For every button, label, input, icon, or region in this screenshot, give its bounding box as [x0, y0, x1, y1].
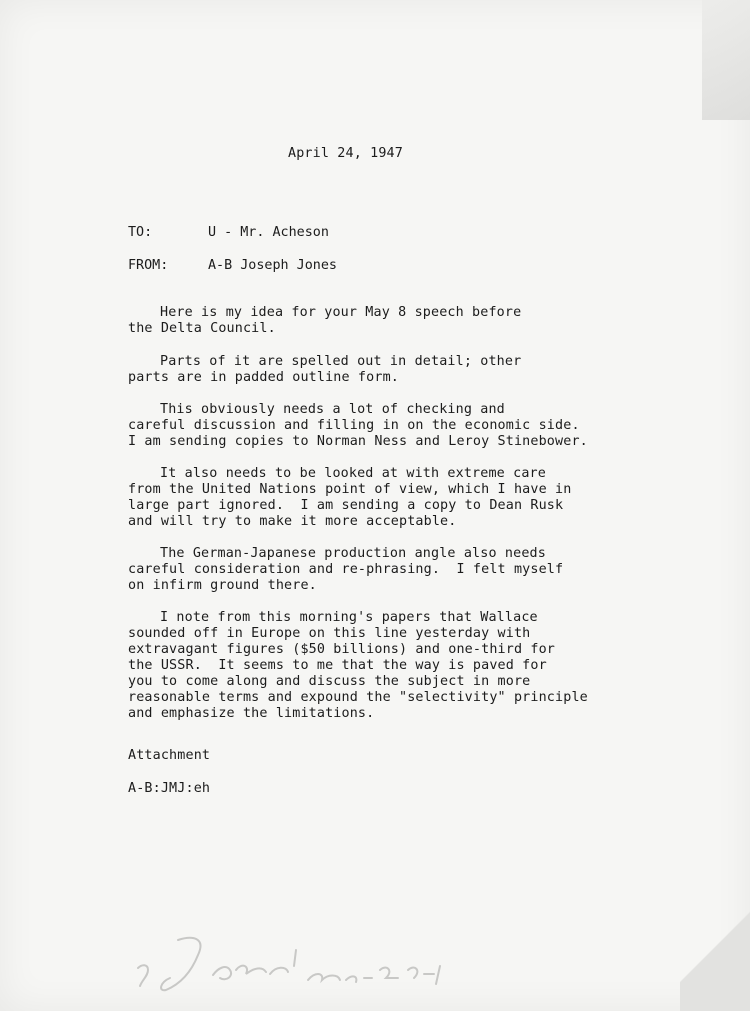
- body-line: on infirm ground there.: [128, 578, 317, 593]
- folded-corner: [680, 881, 750, 1011]
- body-line: the USSR. It seems to me that the way is paved for: [128, 658, 547, 673]
- to-label: TO:: [128, 225, 153, 240]
- body-line: parts are in padded outline form.: [128, 370, 399, 385]
- body-line: This obviously needs a lot of checking and: [160, 402, 505, 417]
- attachment-label: Attachment: [128, 748, 211, 763]
- to-value: U - Mr. Acheson: [208, 225, 329, 240]
- body-line: extravagant figures ($50 billions) and one-third for: [128, 642, 556, 657]
- body-line: from the United Nations point of view, which I have in: [128, 482, 572, 497]
- body-line: I note from this morning's papers that Wallace: [160, 610, 538, 625]
- body-line: you to come along and discuss the subject in more: [128, 674, 531, 689]
- memo-date: April 24, 1947: [288, 146, 403, 161]
- tape-mark: [702, 0, 750, 120]
- body-line: reasonable terms and expound the "selectivity" principle: [128, 690, 588, 705]
- body-line: Here is my idea for your May 8 speech before: [160, 305, 522, 320]
- body-line: careful consideration and re-phrasing. I felt myself: [128, 562, 564, 577]
- body-line: sounded off in Europe on this line yesterday with: [128, 626, 531, 641]
- handwritten-annotation: [118, 930, 458, 1000]
- body-line: I am sending copies to Norman Ness and Leroy Stinebower.: [128, 434, 588, 449]
- body-line: the Delta Council.: [128, 321, 276, 336]
- reference-initials: A-B:JMJ:eh: [128, 781, 211, 796]
- body-line: It also needs to be looked at with extreme care: [160, 466, 546, 481]
- body-line: large part ignored. I am sending a copy to Dean Rusk: [128, 498, 564, 513]
- body-line: and emphasize the limitations.: [128, 706, 375, 721]
- body-line: and will try to make it more acceptable.: [128, 514, 457, 529]
- from-value: A-B Joseph Jones: [208, 258, 337, 273]
- body-line: The German-Japanese production angle also needs: [160, 546, 546, 561]
- body-line: Parts of it are spelled out in detail; other: [160, 354, 522, 369]
- body-line: careful discussion and filling in on the economic side.: [128, 418, 580, 433]
- from-label: FROM:: [128, 258, 169, 273]
